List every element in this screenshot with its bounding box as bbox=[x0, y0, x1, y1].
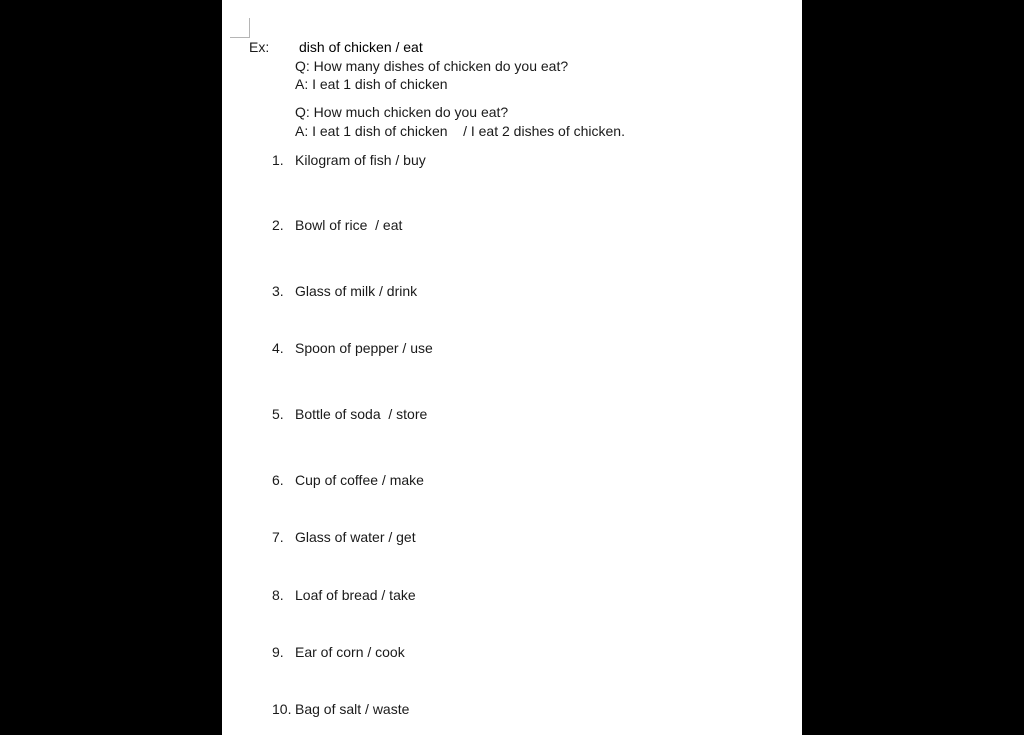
item-number: 10. bbox=[272, 701, 292, 717]
item-text: Ear of corn / cook bbox=[295, 644, 405, 660]
item-number: 4. bbox=[272, 340, 284, 356]
item-text: Kilogram of fish / buy bbox=[295, 152, 426, 168]
example-title: dish of chicken / eat bbox=[299, 39, 423, 55]
item-number: 2. bbox=[272, 217, 284, 233]
example-answer-2: A: I eat 1 dish of chicken / I eat 2 dishes of chicken. bbox=[295, 123, 625, 139]
margin-corner-mark bbox=[230, 18, 250, 38]
document-page bbox=[222, 0, 802, 735]
item-text: Bowl of rice / eat bbox=[295, 217, 403, 233]
example-question-2: Q: How much chicken do you eat? bbox=[295, 104, 509, 120]
item-number: 7. bbox=[272, 529, 284, 545]
item-number: 9. bbox=[272, 644, 284, 660]
item-number: 3. bbox=[272, 283, 284, 299]
item-text: Glass of water / get bbox=[295, 529, 416, 545]
item-text: Spoon of pepper / use bbox=[295, 340, 433, 356]
item-number: 6. bbox=[272, 472, 284, 488]
example-label: Ex: bbox=[249, 39, 270, 55]
item-text: Loaf of bread / take bbox=[295, 587, 416, 603]
example-answer-1: A: I eat 1 dish of chicken bbox=[295, 76, 448, 92]
item-number: 1. bbox=[272, 152, 284, 168]
example-question-1: Q: How many dishes of chicken do you eat? bbox=[295, 58, 569, 74]
item-text: Bottle of soda / store bbox=[295, 406, 428, 422]
item-text: Cup of coffee / make bbox=[295, 472, 424, 488]
item-number: 8. bbox=[272, 587, 284, 603]
item-text: Glass of milk / drink bbox=[295, 283, 418, 299]
item-number: 5. bbox=[272, 406, 284, 422]
item-text: Bag of salt / waste bbox=[295, 701, 410, 717]
